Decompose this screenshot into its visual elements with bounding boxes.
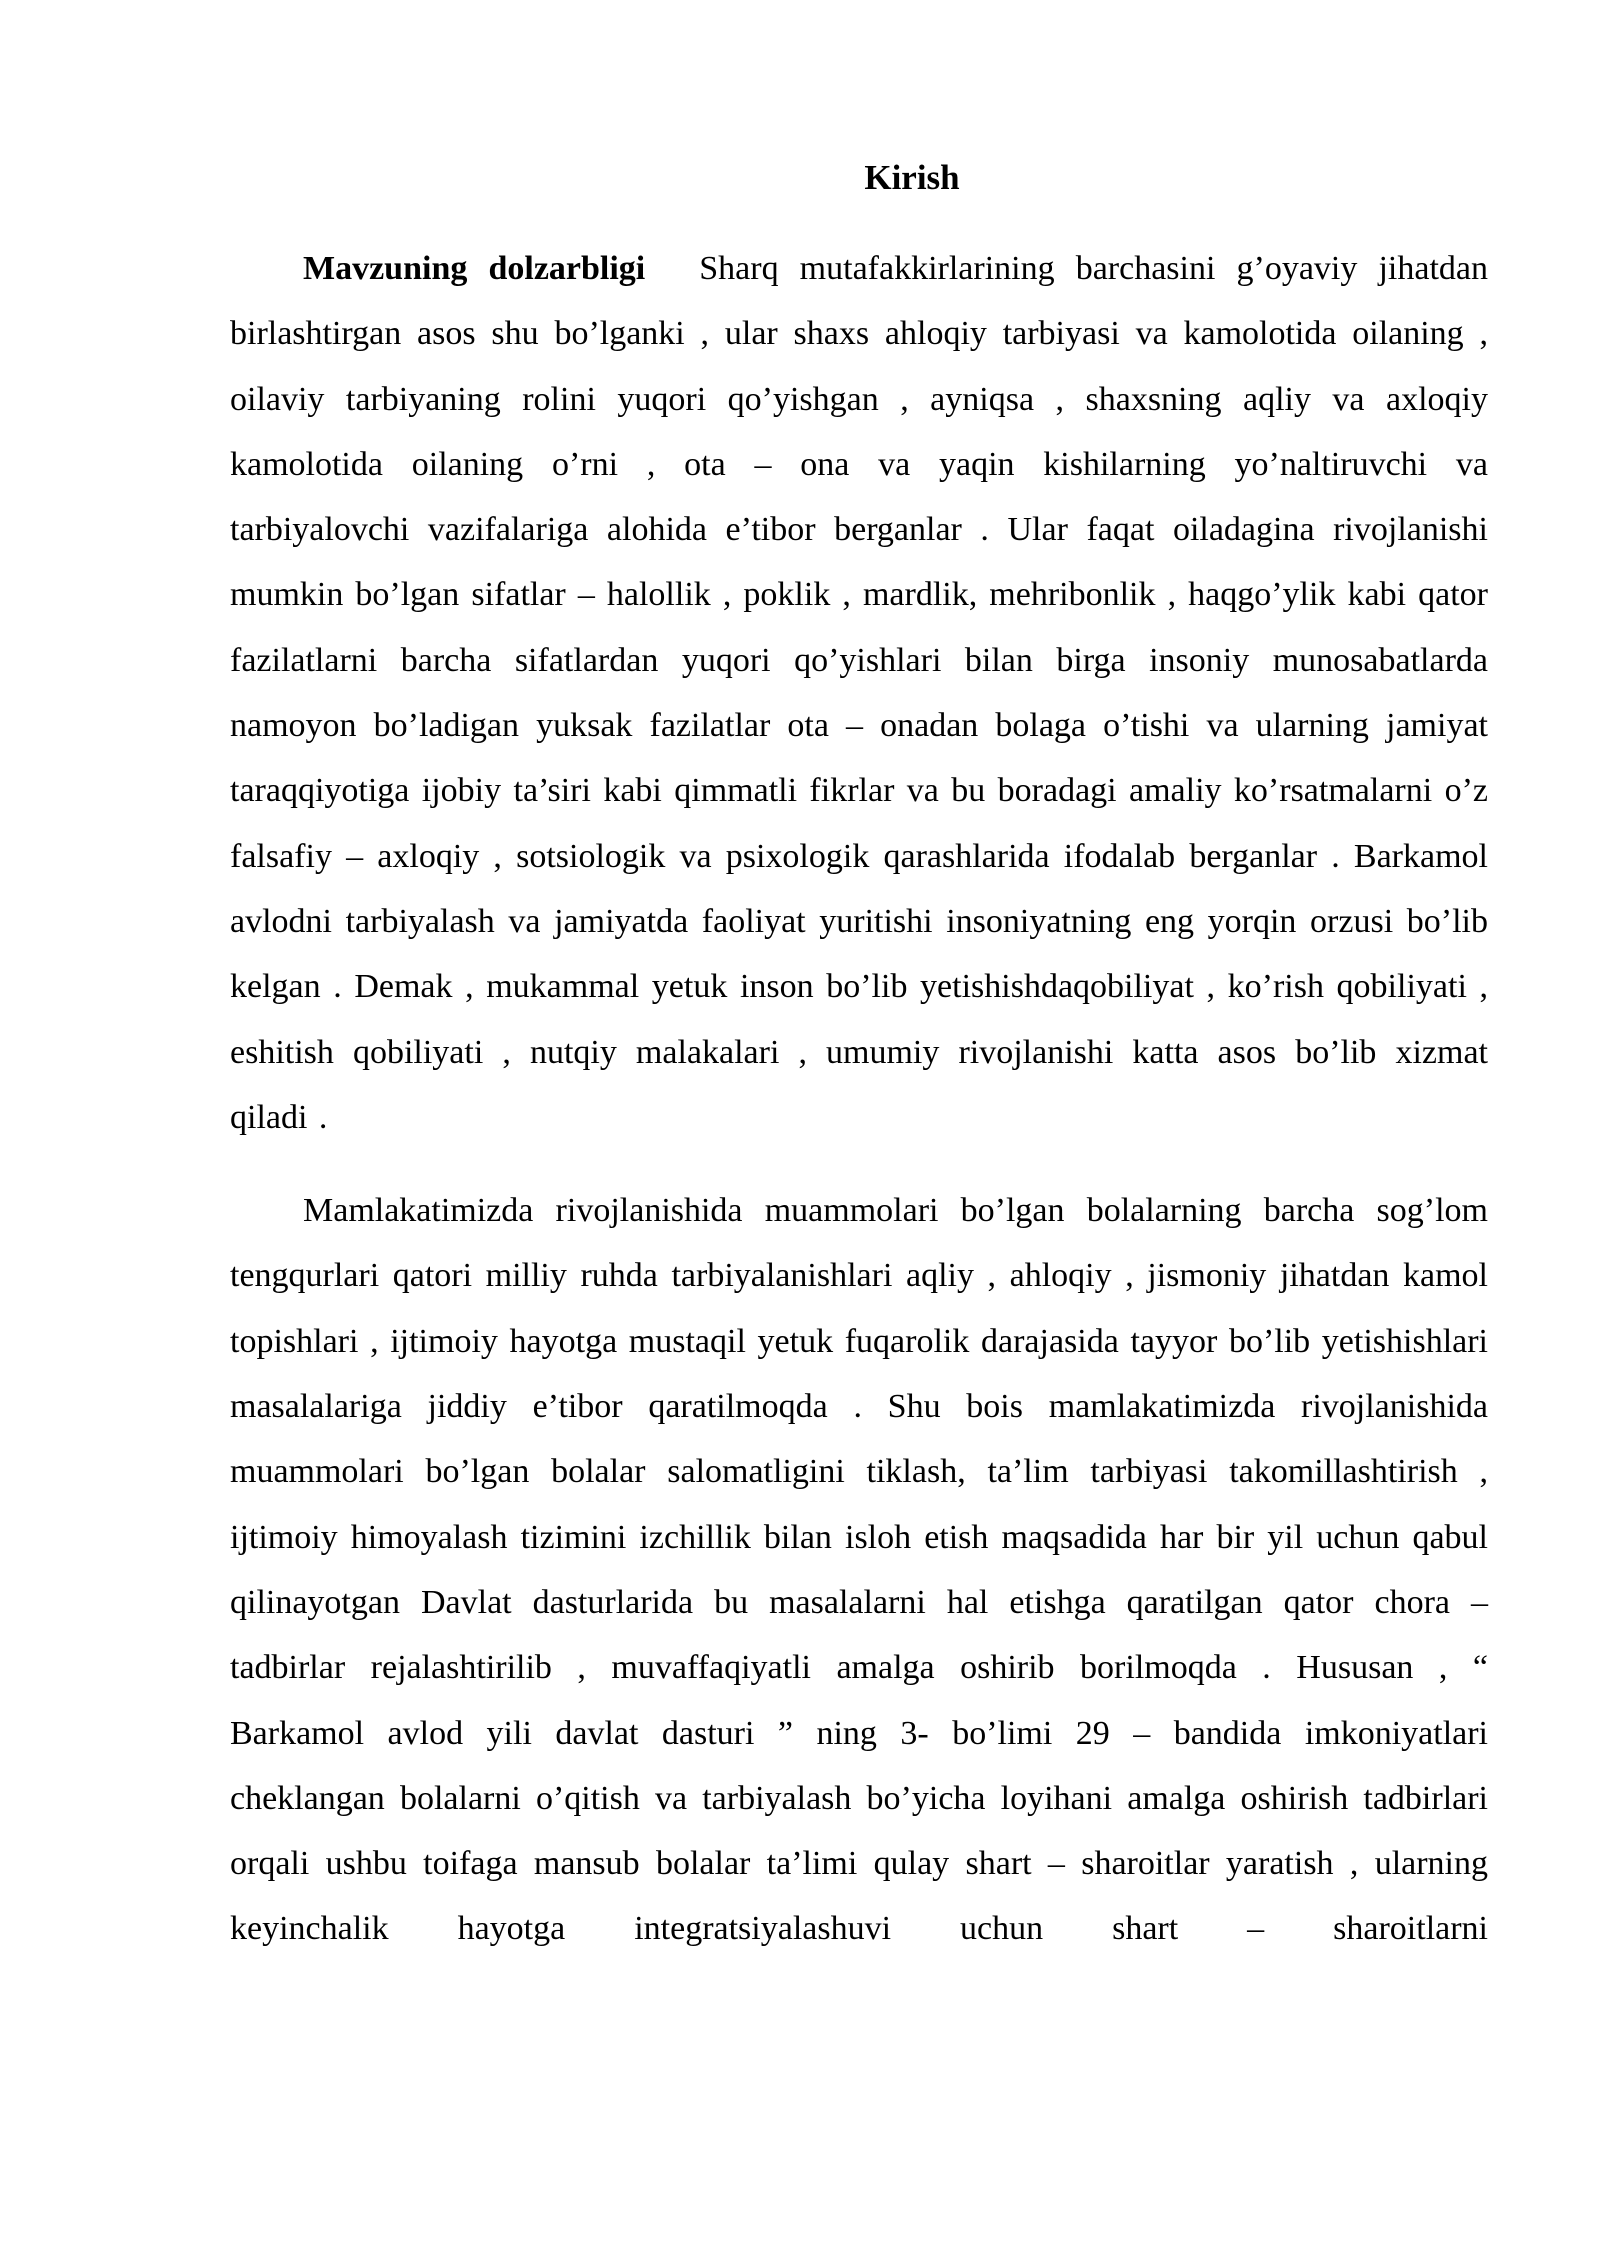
paragraph-2 xyxy=(230,1178,1488,1962)
paragraph-text: Mamlakatimizda rivojlanishida muammolari bo’lgan bolalarning barcha sog’lom tengqurlari qatori milliy ruhda tarbiyalanishlari aqliy , ahloqiy , jismoniy jihatdan kamol topishlari , ijtimoiy hayotga mustaqil yetuk fuqarolik darajasida tayyor bo’lib yetishishlari masalalariga jiddiy e’tibor qaratilmoqda . Shu bois mamlakatimizda rivojlanishida muammolari bo’lgan bolalar salomatligini tiklash, ta’lim tarbiyasi takomillashtirish , ijtimoiy himoyalash tizimini izchillik bilan isloh etish maqsadida har bir yil uchun qabul qilinayotgan Davlat dasturlarida bu masalalarni hal etishga qaratilgan qator chora – tadbirlar rejalashtirilib , muvaffaqiyatli amalga oshirib borilmoqda . Hususan , “ Barkamol avlod yili davlat dasturi ” ning 3- bo’limi 29 – bandida imkoniyatlari cheklangan bolalarni o’qitish va tarbiyalash bo’yicha loyihani amalga oshirish tadbirlari orqali ushbu toifaga mansub bolalar ta’limi qulay shart – sharoitlar yaratish , ularning keyinchalik hayotga integratsiyalashuvi uchun shart – sharoitlarni xyxy=(230,1192,1488,1948)
paragraph-1 xyxy=(230,236,1488,1150)
paragraph-lead: Mavzuning dolzarbligi xyxy=(303,250,646,287)
page-title: Kirish xyxy=(864,158,960,197)
paragraph-text: Sharq mutafakkirlarining barchasini g’oyaviy jihatdan birlashtirgan asos shu bo’lganki , ular shaxs ahloqiy tarbiyasi va kamolotida oilaning , oilaviy tarbiyaning rolini yuqori qo’yishgan , ayniqsa , shaxsning aqliy va axloqiy kamolotida oilaning o’rni , ota – ona va yaqin kishilarning yo’naltiruvchi va tarbiyalovchi vazifalariga alohida e’tibor berganlar . Ular faqat oiladagina rivojlanishi mumkin bo’lgan sifatlar – halollik , poklik , mardlik, mehribonlik , haqgo’ylik kabi qator fazilatlarni barcha sifatlardan yuqori qo’yishlari bilan birga insoniy munosabatlarda namoyon bo’ladigan yuksak fazilatlar ota – onadan bolaga o’tishi va ularning jamiyat taraqqiyotiga ijobiy ta’siri kabi qimmatli fikrlar va bu boradagi amaliy ko’rsatmalarni o’z falsafiy – axloqiy , sotsiologik va psixologik qarashlarida ifodalab berganlar . Barkamol avlodni tarbiyalash va jamiyatda faoliyat yuritishi insoniyatning eng yorqin orzusi bo’lib kelgan . Demak , mukammal yetuk inson bo’lib yetishishdaqobiliyat , ko’rish qobiliyati , eshitish qobiliyati , nutqiy malakalari , umumiy rivojlanishi katta asos bo’lib xizmat qiladi . xyxy=(230,250,1489,1136)
document-body xyxy=(230,148,1488,1962)
